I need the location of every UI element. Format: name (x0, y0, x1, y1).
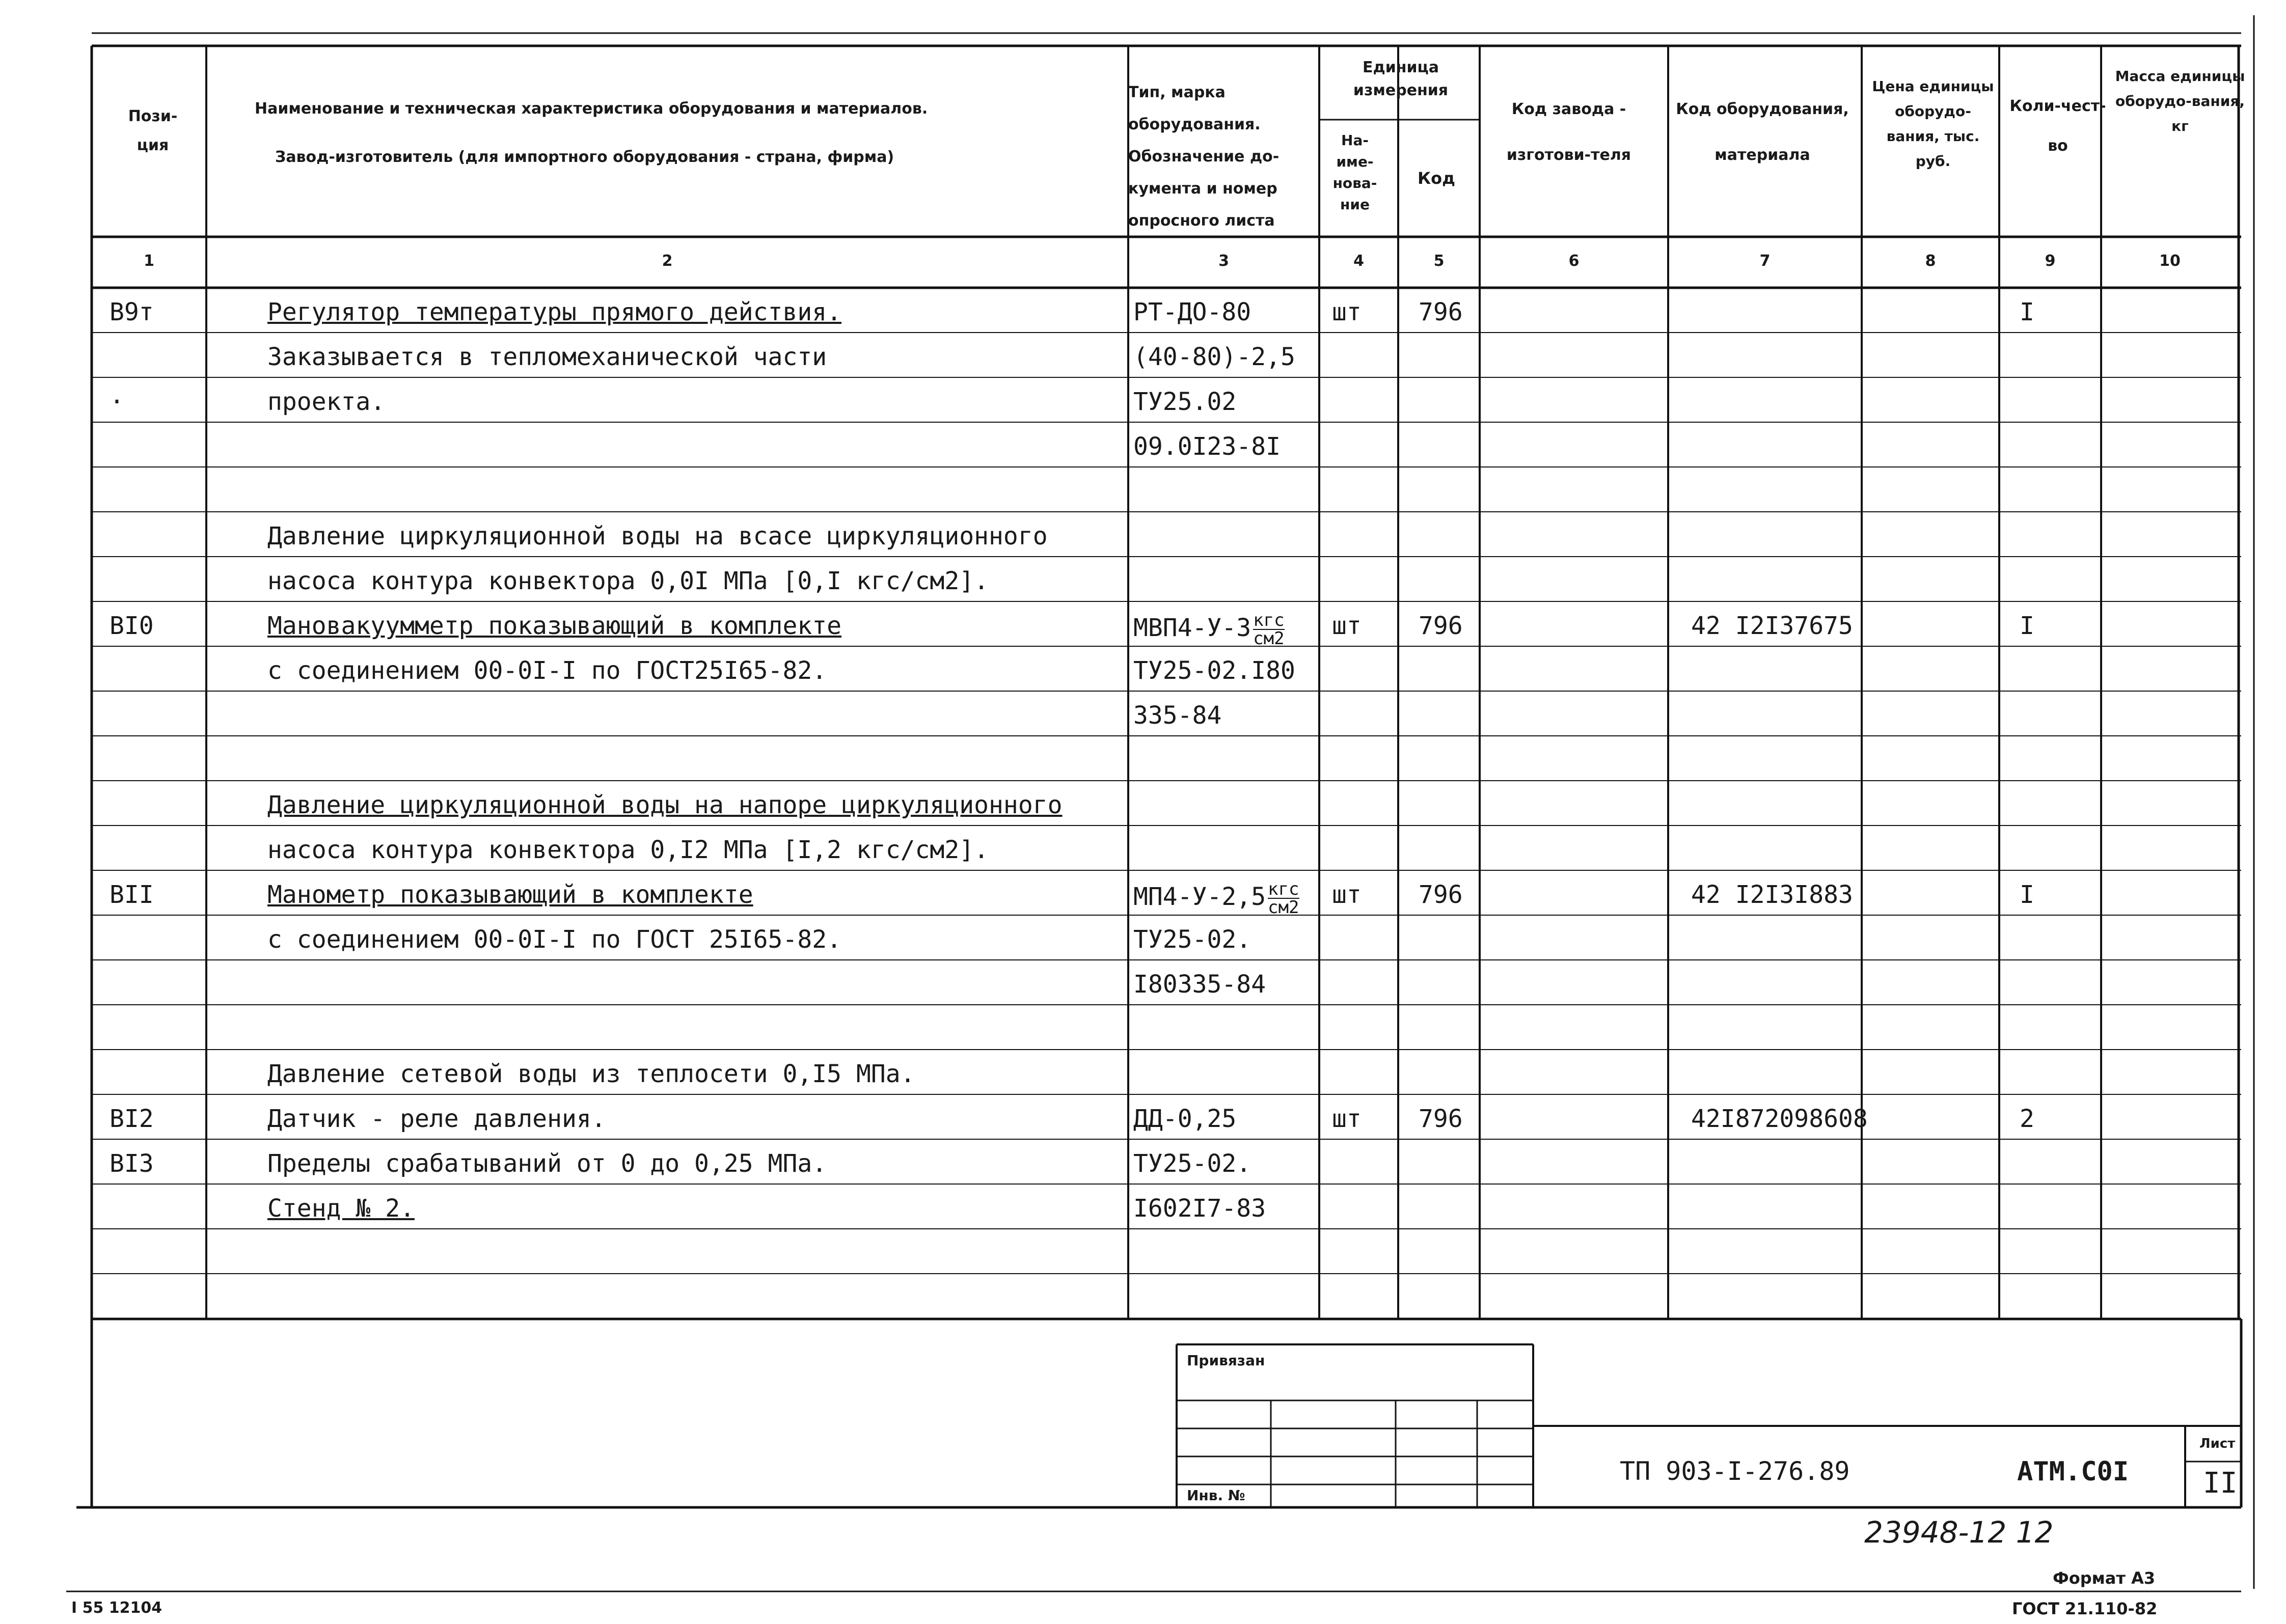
unit-code-cell: 796 (1419, 298, 1463, 326)
handwritten-number: 23948-12 12 (1864, 1515, 2054, 1550)
name-cell: Манометр показывающий в комплекте (267, 880, 753, 909)
column-number-8: 8 (1925, 252, 1936, 270)
column-number-10: 10 (2159, 252, 2181, 270)
name-cell: с соединением 00-0I-I по ГОСТ 25I65-82. (267, 925, 842, 954)
unit-cell: шт (1332, 612, 1362, 640)
header-unit-code: Код (1418, 169, 1455, 188)
quantity-cell: 2 (2020, 1105, 2034, 1133)
header-name-line2: Завод-изготовитель (для импортного оборудования - страна, фирма) (275, 148, 894, 166)
stamp-bound-label: Привязан (1187, 1352, 1265, 1369)
column-number-4: 4 (1353, 252, 1364, 270)
position-cell: ВI3 (110, 1149, 154, 1178)
name-cell: Давление сетевой воды из теплосети 0,I5 МПа. (267, 1060, 915, 1088)
bottom-left-number: I 55 12104 (71, 1599, 162, 1617)
column-number-3: 3 (1218, 252, 1229, 270)
equipment-code-cell: 42I872098608 (1691, 1105, 1868, 1133)
header-price: Цена единицы оборудо-вания, тыс. руб. (1872, 78, 1994, 170)
name-cell: Давление циркуляционной воды на всасе циркуляционного (267, 522, 1048, 550)
unit-cell: шт (1332, 880, 1362, 909)
format-label: Формат А3 (2053, 1568, 2156, 1588)
sheet-label: Лист (2199, 1436, 2236, 1451)
doc-code: АТМ.С0I (2017, 1456, 2129, 1487)
stamp-inv-label: Инв. № (1187, 1487, 1245, 1504)
unit-cell: шт (1332, 298, 1362, 326)
header-factory-code: Код завода - изготови-теля (1506, 100, 1631, 164)
column-number-7: 7 (1759, 252, 1771, 270)
type-cell: ТУ25-02. (1133, 1149, 1251, 1178)
header-quantity: Коли-чест-во (2009, 97, 2106, 155)
type-cell: МП4-У-2,5 кгс см2 (1133, 879, 1299, 918)
equipment-code-cell: 42 I2I37675 (1691, 612, 1853, 640)
type-cell: ДД-0,25 (1133, 1105, 1237, 1133)
header-position: Пози- ция (128, 107, 178, 154)
header-type: Тип, марка оборудования. Обозначение до-кумента и номер опросного листа (1128, 84, 1280, 230)
type-cell: РТ-ДО-80 (1133, 298, 1251, 326)
type-cell: МВП4-У-3 кгс см2 (1133, 610, 1285, 649)
type-cell: (40-80)-2,5 (1133, 343, 1295, 371)
name-cell: насоса контура конвектора 0,I2 МПа [I,2 кгс/см2]. (267, 836, 989, 864)
position-cell: · (110, 388, 124, 416)
name-cell: Регулятор температуры прямого действия. (267, 298, 842, 326)
header-unit-group: Единица измерения (1353, 59, 1449, 99)
column-number-2: 2 (662, 252, 673, 270)
column-number-5: 5 (1433, 252, 1445, 270)
name-cell: с соединением 00-0I-I по ГОСТ25I65-82. (267, 656, 827, 685)
position-cell: ВII (110, 880, 154, 909)
quantity-cell: I (2020, 298, 2034, 326)
name-cell: Заказывается в тепломеханической части (267, 343, 827, 371)
quantity-cell: I (2020, 880, 2034, 909)
name-cell: Датчик - реле давления. (267, 1105, 606, 1133)
type-cell: I602I7-83 (1133, 1194, 1266, 1223)
type-cell: I80335-84 (1133, 970, 1266, 999)
unit-cell: шт (1332, 1105, 1362, 1133)
name-cell: насоса контура конвектора 0,0I МПа [0,I кгс/см2]. (267, 567, 989, 595)
header-unit-name: На-име-нова-ние (1332, 132, 1377, 213)
quantity-cell: I (2020, 612, 2034, 640)
column-number-9: 9 (2045, 252, 2056, 270)
header-mass: Масса единицы оборудо-вания, кг (2115, 68, 2245, 134)
gost-label: ГОСТ 21.110-82 (2012, 1599, 2158, 1618)
type-cell: 335-84 (1133, 701, 1222, 730)
sheet-number: II (2203, 1467, 2238, 1500)
name-cell: Мановакуумметр показывающий в комплекте (267, 612, 842, 640)
name-cell: Стенд № 2. (267, 1194, 415, 1223)
name-cell: Пределы срабатываний от 0 до 0,25 МПа. (267, 1149, 827, 1178)
header-name-line1: Наименование и техническая характеристика оборудования и материалов. (255, 100, 928, 118)
type-cell: ТУ25.02 (1133, 388, 1237, 416)
equipment-code-cell: 42 I2I3I883 (1691, 880, 1853, 909)
column-number-6: 6 (1568, 252, 1580, 270)
position-cell: ВI0 (110, 612, 154, 640)
unit-code-cell: 796 (1419, 1105, 1463, 1133)
name-cell: проекта. (267, 388, 386, 416)
header-equipment-code: Код оборудования, материала (1676, 100, 1849, 164)
position-cell: В9т (110, 298, 154, 326)
name-cell: Давление циркуляционной воды на напоре циркуляционного (267, 791, 1063, 819)
type-cell: 09.0I23-8I (1133, 432, 1281, 461)
unit-code-cell: 796 (1419, 612, 1463, 640)
fraction-unit: кгс см2 (1268, 879, 1299, 918)
unit-code-cell: 796 (1419, 880, 1463, 909)
position-cell: ВI2 (110, 1105, 154, 1133)
type-cell: ТУ25-02. (1133, 925, 1251, 954)
column-number-1: 1 (144, 252, 154, 270)
doc-number: ТП 903-I-276.89 (1620, 1456, 1850, 1486)
fraction-unit: кгс см2 (1253, 610, 1285, 649)
type-cell: ТУ25-02.I80 (1133, 656, 1295, 685)
